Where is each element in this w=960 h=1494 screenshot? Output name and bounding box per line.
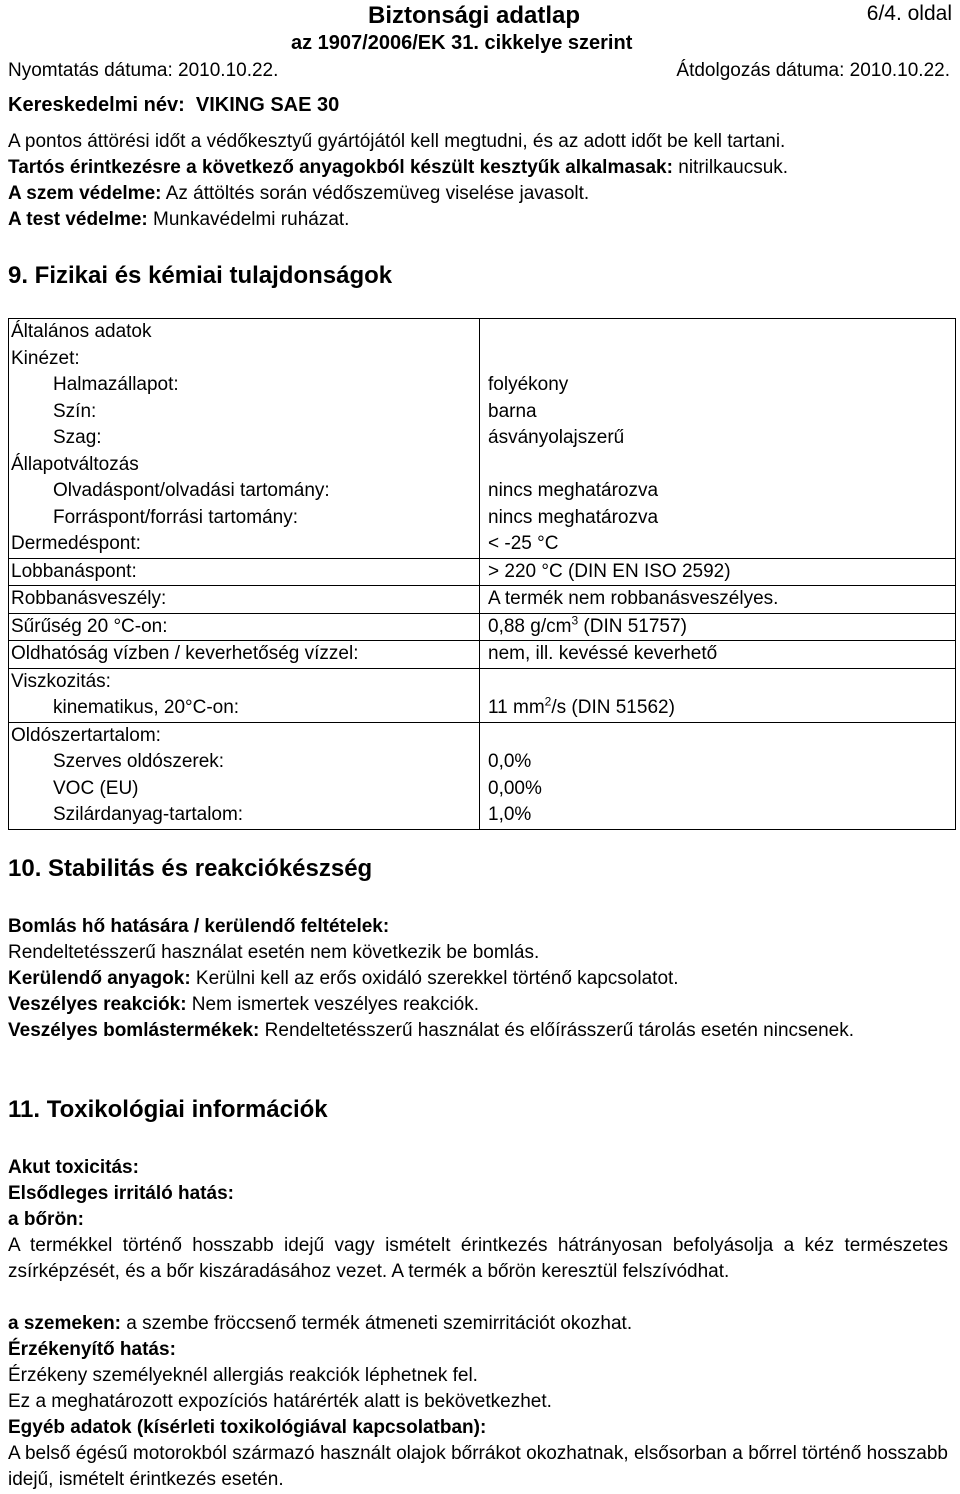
intro-line-gloves [8,155,788,181]
other-data-text: A belső égésű motorokból származó használt olajok bőrrákot okozhatnak, elsősorban a bőrrel történő hosszabb idejű, ismételt érintkezés esetén. [8,1443,948,1490]
voc-value: 0,00% [488,777,542,799]
sensitization-label: Érzékenyítő hatás: [8,1339,176,1360]
boiling-point-label: Forráspont/forrási tartomány: [53,506,298,528]
gloves-label: Tartós érintkezésre a következő anyagokból készült kesztyűk alkalmasak: [8,157,673,178]
trade-name: Kereskedelmi név: VIKING SAE 30 [8,94,340,116]
acute-toxicity-label: Akut toxicitás: [8,1157,139,1178]
appearance-label: Kinézet: [11,347,80,369]
kinematic-value: 11 $mm^2/s$ (DIN 51562) [488,694,675,718]
color-label: Szín: [53,400,97,422]
section-11-heading: 11. Toxikológiai információk [8,1096,328,1123]
flash-point-label: Lobbanáspont: [11,560,137,582]
solubility-label: Oldhatóság vízben / keverhetőség vízzel: [11,643,359,664]
solids-label: Szilárdanyag-tartalom: [53,804,244,825]
pour-point-value: < -25 °C [488,533,559,554]
decomposition-text: Rendeltetésszerű használat esetén nem következik be bomlás. [8,942,540,963]
table-row [9,613,956,641]
sensitization-text-2: Ez a meghatározott expozíciós határérték alatt is bekövetkezhet. [8,1391,552,1412]
gloves-value: nitrilkaucsuk. [672,157,789,178]
solids-value: 1,0% [488,804,532,825]
melting-point-label: Olvadáspont/olvadási tartomány: [53,480,330,501]
intro-line-body [8,207,349,233]
organic-solvent-label: Szerves oldószerek: [53,751,225,772]
table-row [9,319,956,559]
general-data-label: Általános adatok [11,321,152,342]
regulation-subtitle: az 1907/2006/EK 31. cikkelye szerint [291,32,633,54]
melting-point-value: nincs meghatározva [488,480,659,501]
document-title: Biztonsági adatlap [368,2,581,29]
decomposition-label: Bomlás hő hatására / kerülendő feltételek: [8,916,390,937]
explosion-value: A termék nem robbanásveszélyes. [488,588,779,609]
solvent-label: Oldószertartalom: [11,724,161,746]
eye-protection-label: A szem védelme: [8,183,162,204]
decomposition-products-para: Veszélyes bomlástermékek: Rendeltetésszerű használat és előírásszerű tárolás esetén nincsenek. [8,1020,855,1041]
odor-value: ásványolajszerű [488,427,625,448]
other-data-label: Egyéb adatok (kísérleti toxikológiával kapcsolatban): [8,1417,487,1438]
properties-table [8,318,956,830]
skin-label: a bőrön: [8,1209,84,1230]
pour-point-label: Dermedéspont: [11,533,141,554]
state-label: Halmazállapot: [53,374,179,395]
avoid-materials-line: Kerülendő anyagok: Kerülni kell az erős oxidáló szerekkel történő kapcsolatot. [8,968,679,989]
table-row [9,586,956,614]
state-change-label: Állapotváltozás [11,453,139,475]
density-label: Sűrűség 20 °C-on: [11,615,168,637]
sensitization-text-1: Érzékeny személyeknél allergiás reakciók léphetnek fel. [8,1365,478,1386]
table-row [9,558,956,586]
page-number: 6/4. oldal [866,2,952,25]
kinematic-label: kinematikus, 20°C-on: [53,697,240,718]
print-date: Nyomtatás dátuma: 2010.10.22. [8,60,279,81]
intro-line-breakthrough: A pontos áttörési időt a védőkesztyű gyártójától kell megtudni, és az adott időt be kell tartani. [8,131,786,152]
intro-line-eyes [8,181,589,207]
viscosity-label: Viszkozitás: [11,670,111,692]
body-protection-value: Munkavédelmi ruházat. [147,209,350,230]
flash-point-value: > 220 °C (DIN EN ISO 2592) [488,560,731,582]
table-row [9,641,956,669]
state-value: folyékony [488,374,569,395]
revision-date: Átdolgozás dátuma: 2010.10.22. [676,60,950,81]
color-value: barna [488,400,537,422]
table-row [9,668,956,722]
section-10-heading: 10. Stabilitás és reakciókészség [8,855,373,882]
eye-protection-value: Az áttöltés során védőszemüveg viselése javasolt. [161,183,590,204]
odor-label: Szag: [53,427,102,448]
organic-solvent-value: 0,0% [488,751,532,772]
explosion-label: Robbanásveszély: [11,588,167,609]
eye-line: a szemeken: a szembe fröccsenő termék átmeneti szemirritációt okozhat. [8,1313,633,1334]
skin-text: A termékkel történő hosszabb idejű vagy ismételt érintkezés hátrányosan befolyásolja a kéz természetes zsírképzését, és a bőr kiszáradásához vezet. A termék a bőrön keresztül felszívódhat. [8,1235,948,1282]
solubility-value: nem, ill. kevéssé keverhető [488,643,718,664]
table-row [9,722,956,829]
hazardous-reactions-line: Veszélyes reakciók: Nem ismertek veszélyes reakciók. [8,994,479,1015]
boiling-point-value: nincs meghatározva [488,506,659,528]
body-protection-label: A test védelme: [8,209,148,230]
density-value: 0,88 $g/cm^3$ (DIN 51757) [488,613,687,637]
primary-irritation-label: Elsődleges irritáló hatás: [8,1183,234,1204]
voc-label: VOC (EU) [53,777,139,799]
section-9-heading: 9. Fizikai és kémiai tulajdonságok [8,262,393,289]
